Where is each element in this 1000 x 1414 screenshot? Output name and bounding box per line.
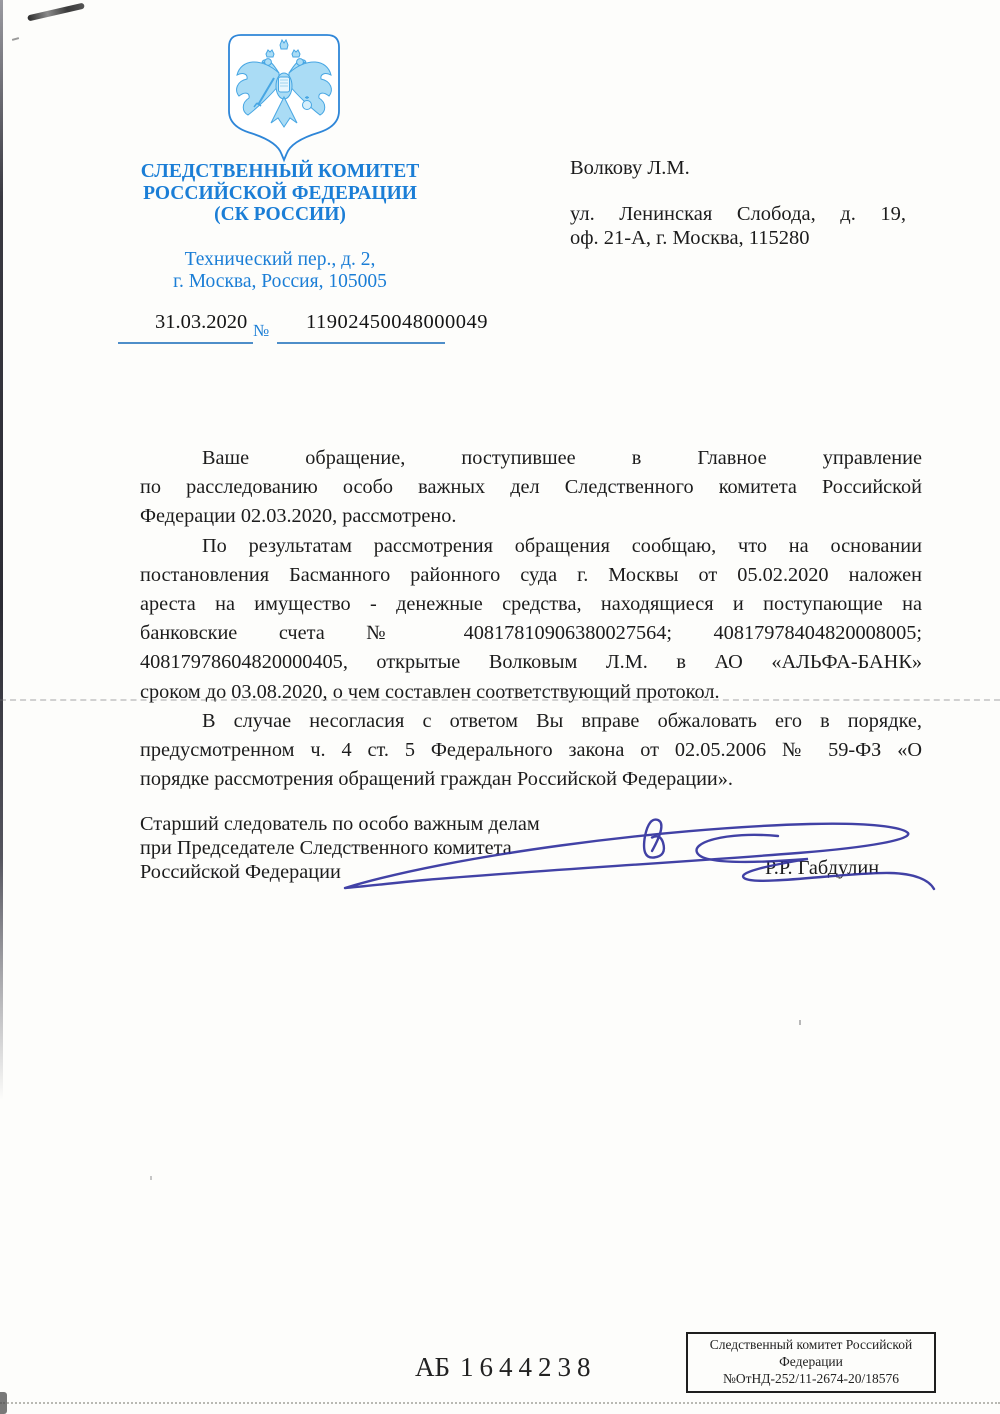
outgoing-number: 11902450048000049 [306,311,488,333]
scan-speck [150,1176,152,1180]
org-address-line: Технический пер., д. 2, [184,249,376,270]
date-underline [118,342,253,344]
series-digits: 1644238 [460,1352,597,1382]
signature-block [140,812,922,884]
org-name-line: РОССИЙСКОЙ ФЕДЕРАЦИИ [143,182,417,204]
signer-position-line: Старший следователь по особо важным делам [140,813,540,835]
scan-bottom-artifact [0,1402,1000,1404]
signer-position-line: при Председателе Следственного комитета [140,837,512,859]
scan-speck [799,1020,801,1025]
staple-speck [12,37,19,41]
signer-position-line: Российской Федерации [140,861,341,883]
letterhead-org-name [95,161,465,226]
stamp-line: №ОтНД-252/11-2674-20/18576 [723,1371,899,1386]
letterhead-org-address [95,249,465,293]
body-line: по расследованию особо важных дел Следственного комитета Российской [140,476,922,499]
double-headed-eagle-emblem-icon [227,33,341,163]
body-line: постановления Басманного районного суда г. Москвы от 05.02.2020 наложен [140,563,922,586]
number-underline [277,342,445,344]
recipient-name: Волкову Л.М. [570,157,690,179]
registration-stamp [686,1332,936,1393]
recipient-block [570,157,906,250]
scan-edge-artifact [0,0,3,1100]
body-line: 40817978604820000405, открытые Волковым Л.М. в АО «АЛЬФА-БАНК» [140,651,922,674]
org-name-line: (СК РОССИИ) [214,204,346,225]
org-name-line: СЛЕДСТВЕННЫЙ КОМИТЕТ [140,161,420,182]
number-sign-label: № [253,321,270,340]
org-address-line: г. Москва, Россия, 105005 [173,271,387,292]
recipient-address-line: оф. 21-А, г. Москва, 115280 [570,227,810,249]
body-line: сроком до 03.08.2020, о чем составлен соответствующий протокол. [140,680,720,703]
body-line: ареста на имущество - денежные средства, находящиеся и поступающие на [140,592,922,615]
body-line: предусмотренном ч. 4 ст. 5 Федерального закона от 02.05.2006 № 59-ФЗ «О [140,738,922,761]
blank-series-number [415,1352,597,1383]
letter-date: 31.03.2020 [155,311,248,333]
body-line: В случае несогласия с ответом Вы вправе обжаловать его в порядке, [202,709,922,732]
body-line: банковские счета № 40817810906380027564; 40817978404820008005; [140,622,922,645]
body-line: Федерации 02.03.2020, рассмотрено. [140,505,457,528]
series-prefix: АБ [415,1352,451,1382]
body-line: Ваше обращение, поступившее в Главное управление [202,447,922,469]
stamp-line: Следственный комитет Российской [709,1337,913,1352]
recipient-address-line: ул. Ленинская Слобода, д. 19, [570,203,906,225]
staple-mark [27,3,85,22]
stamp-line: Федерации [779,1354,843,1369]
scan-corner-artifact [0,1392,7,1414]
signer-name: Р.Р. Габдулин [765,857,880,879]
letter-body [140,447,922,797]
body-line: По результатам рассмотрения обращения сообщаю, что на основании [202,534,922,557]
body-line: порядке рассмотрения обращений граждан Российской Федерации». [140,768,733,791]
